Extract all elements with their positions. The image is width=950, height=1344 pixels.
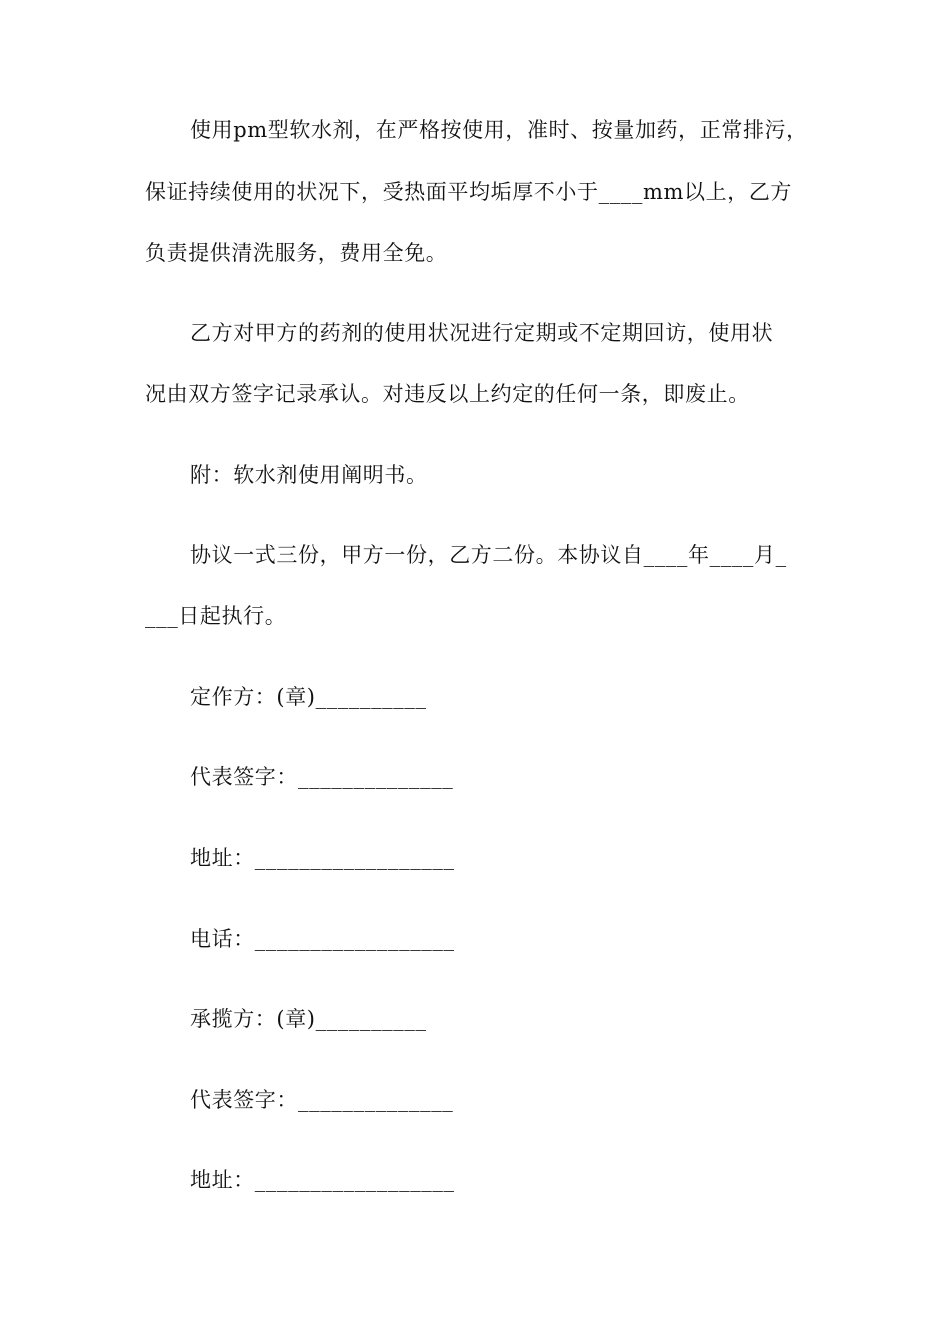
contractor-address-field: 地址：__________________ bbox=[190, 846, 455, 870]
paragraph-2-line-2: 况由双方签字记录承认。对违反以上约定的任何一条，即废止。 bbox=[145, 382, 750, 406]
undertaker-representative-signature-field: 代表签字：______________ bbox=[190, 1088, 454, 1112]
paragraph-1-line-3: 负责提供清洗服务，费用全免。 bbox=[145, 241, 448, 265]
paragraph-4-line-2: ___日起执行。 bbox=[145, 604, 287, 628]
contractor-representative-signature-field: 代表签字：______________ bbox=[190, 765, 454, 789]
paragraph-1-line-1: 使用pm型软水剂，在严格按使用，准时、按量加药，正常排污， bbox=[190, 118, 808, 142]
undertaker-address-field: 地址：__________________ bbox=[190, 1168, 455, 1192]
paragraph-2-line-1: 乙方对甲方的药剂的使用状况进行定期或不定期回访，使用状 bbox=[190, 321, 774, 345]
paragraph-1-line-2: 保证持续使用的状况下，受热面平均垢厚不小于____mm以上，乙方 bbox=[145, 180, 793, 204]
contractor-seal-field: 定作方：(章)__________ bbox=[190, 685, 427, 709]
paragraph-3-line-1: 附：软水剂使用阐明书。 bbox=[190, 463, 428, 487]
contractor-phone-field: 电话：__________________ bbox=[190, 927, 455, 951]
undertaker-seal-field: 承揽方：(章)__________ bbox=[190, 1007, 427, 1031]
paragraph-4-line-1: 协议一式三份，甲方一份，乙方二份。本协议自____年____月_ bbox=[190, 543, 787, 567]
